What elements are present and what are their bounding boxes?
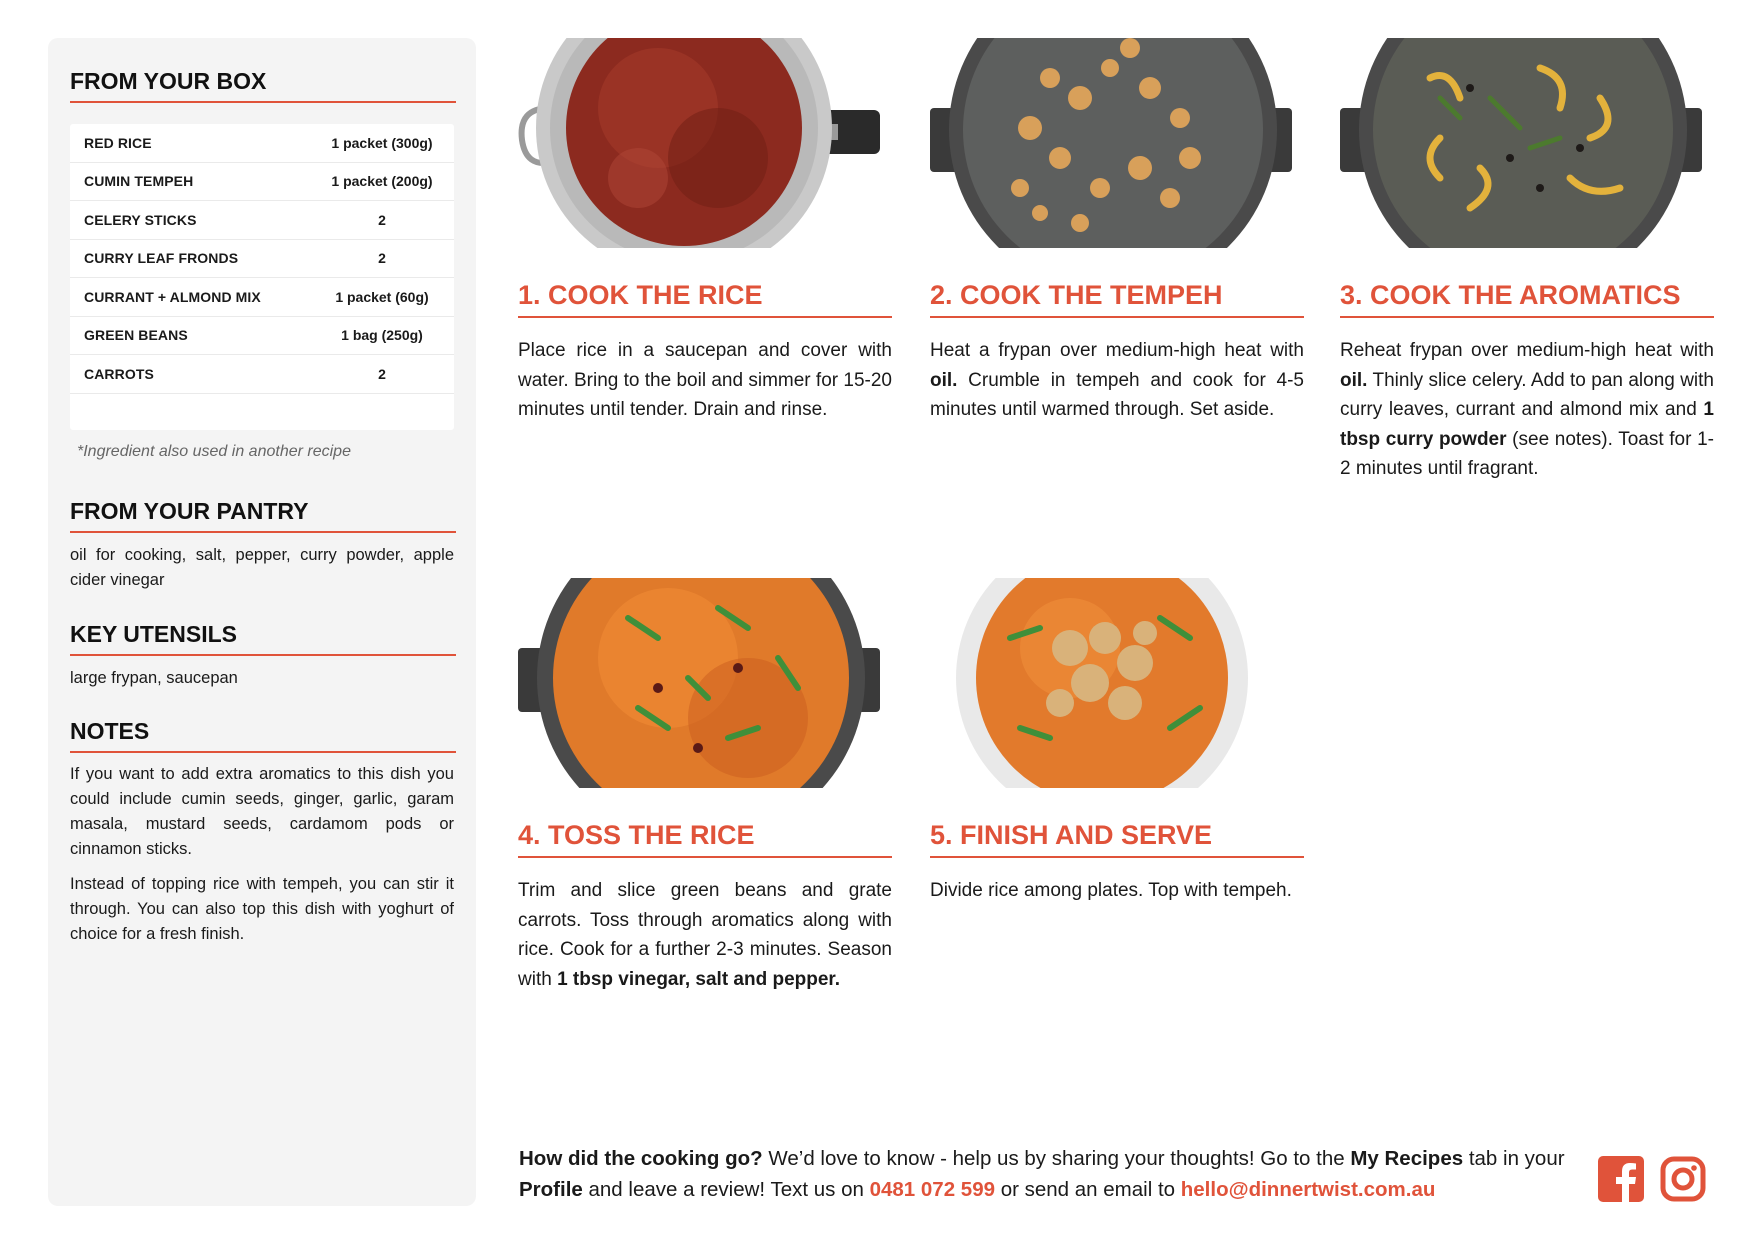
step-5-text: Divide rice among plates. Top with tempeh. bbox=[930, 880, 1292, 901]
step-2-text-bold: oil. bbox=[930, 369, 958, 391]
step-3-text-bold: oil. bbox=[1340, 369, 1368, 391]
step-3-title: 3. COOK THE AROMATICS bbox=[1340, 280, 1714, 318]
notes-paragraph-1: If you want to add extra aromatics to this dish you could include cumin seeds, ginger, garlic, garam masala, mustard seeds, cardamom pods or cinnamon sticks. bbox=[70, 765, 454, 858]
pantry-text: oil for cooking, salt, pepper, curry powder, apple cider vinegar bbox=[70, 546, 454, 589]
ingredient-name: CUMIN TEMPEH bbox=[84, 173, 194, 190]
ingredients-panel bbox=[48, 38, 476, 1206]
feedback-text: We’d love to know - help us by sharing your thoughts! Go to the bbox=[762, 1147, 1351, 1170]
step-3-text bbox=[1340, 336, 1714, 484]
feedback-text: and leave a review! Text us on bbox=[582, 1178, 870, 1201]
step-5-title: 5. FINISH AND SERVE bbox=[930, 820, 1304, 858]
email-link[interactable]: hello@dinnertwist.com.au bbox=[1180, 1178, 1436, 1201]
ingredient-row bbox=[70, 124, 454, 163]
step-3 bbox=[1340, 38, 1714, 538]
step-4-text-part: Trim and slice green beans and grate carrots. Toss through aromatics along with rice. Cook for a further 2-3 minutes. Season with bbox=[518, 880, 892, 990]
frypan-aromatics-image bbox=[1340, 38, 1702, 248]
step-4-text bbox=[518, 876, 892, 994]
feedback-text: tab in your bbox=[1463, 1147, 1565, 1170]
utensils-text: large frypan, saucepan bbox=[70, 669, 238, 687]
step-3-text-part: Reheat frypan over medium-high heat with bbox=[1340, 340, 1714, 361]
saucepan-red-rice-image bbox=[518, 38, 880, 248]
step-3-photo bbox=[1340, 38, 1702, 248]
step-2-photo bbox=[930, 38, 1292, 248]
feedback-question: How did the cooking go? bbox=[519, 1147, 763, 1170]
step-2-title: 2. COOK THE TEMPEH bbox=[930, 280, 1304, 318]
from-your-box-heading: FROM YOUR BOX bbox=[70, 68, 456, 103]
step-2-text bbox=[930, 336, 1304, 425]
utensils-heading: KEY UTENSILS bbox=[70, 621, 456, 656]
ingredient-row bbox=[70, 278, 454, 317]
ingredient-name: CURRY LEAF FRONDS bbox=[84, 250, 239, 267]
ingredient-row bbox=[70, 317, 454, 356]
ingredient-name: GREEN BEANS bbox=[84, 327, 188, 344]
ingredient-row bbox=[70, 240, 454, 279]
step-2-text-part: Crumble in tempeh and cook for 4-5 minutes until warmed through. Set aside. bbox=[930, 369, 1304, 420]
feedback-footer bbox=[519, 1143, 1599, 1205]
step-2 bbox=[930, 38, 1304, 538]
instagram-icon[interactable] bbox=[1660, 1156, 1706, 1202]
ingredient-qty: 2 bbox=[378, 211, 386, 228]
ingredient-qty: 1 packet (60g) bbox=[335, 288, 429, 305]
ingredient-row bbox=[70, 201, 454, 240]
step-2-text-part: Heat a frypan over medium-high heat with bbox=[930, 340, 1304, 361]
frypan-rice-toss-image bbox=[518, 578, 880, 788]
step-5-photo bbox=[930, 578, 1292, 788]
frypan-tempeh-image bbox=[930, 38, 1292, 248]
ingredient-name: CURRANT + ALMOND MIX bbox=[84, 288, 261, 305]
ingredient-row bbox=[70, 355, 454, 394]
notes-heading: NOTES bbox=[70, 718, 456, 753]
ingredient-qty: 2 bbox=[378, 365, 386, 382]
step-4-photo bbox=[518, 578, 880, 788]
notes-paragraph-2: Instead of topping rice with tempeh, you can stir it through. You can also top this dish with yoghurt of choice for a fresh finish. bbox=[70, 875, 454, 943]
phone-link[interactable]: 0481 072 599 bbox=[869, 1178, 995, 1201]
step-4-text-bold: 1 tbsp vinegar, salt and pepper. bbox=[557, 968, 841, 990]
step-3-text-part: (see notes). Toast for 1-2 minutes until fragrant. bbox=[1340, 428, 1715, 479]
ingredient-qty: 2 bbox=[378, 250, 386, 267]
step-3-text-bold: 1 tbsp curry powder bbox=[1340, 399, 1714, 450]
ingredient-footnote: *Ingredient also used in another recipe bbox=[77, 443, 351, 460]
facebook-icon[interactable] bbox=[1598, 1156, 1644, 1202]
ingredient-qty: 1 packet (300g) bbox=[331, 134, 433, 151]
my-recipes-label: My Recipes bbox=[1350, 1147, 1464, 1170]
step-1 bbox=[518, 38, 892, 538]
ingredient-qty: 1 bag (250g) bbox=[341, 327, 423, 344]
step-1-photo bbox=[518, 38, 880, 248]
step-4-title: 4. TOSS THE RICE bbox=[518, 820, 892, 858]
step-1-title: 1. COOK THE RICE bbox=[518, 280, 892, 318]
ingredients-table bbox=[70, 124, 454, 430]
ingredient-name: CARROTS bbox=[84, 365, 154, 382]
step-3-text-part: Thinly slice celery. Add to pan along with curry leaves, currant and almond mix and bbox=[1340, 369, 1714, 420]
feedback-text: or send an email to bbox=[995, 1178, 1181, 1201]
profile-label: Profile bbox=[519, 1178, 583, 1201]
ingredient-name: RED RICE bbox=[84, 134, 152, 151]
step-1-text: Place rice in a saucepan and cover with water. Bring to the boil and simmer for 15-20 minutes until tender. Drain and rinse. bbox=[518, 340, 892, 420]
step-5 bbox=[930, 578, 1304, 1078]
ingredient-row bbox=[70, 163, 454, 202]
step-4 bbox=[518, 578, 892, 1078]
ingredient-qty: 1 packet (200g) bbox=[331, 173, 433, 190]
plated-dish-image bbox=[930, 578, 1292, 788]
ingredient-name: CELERY STICKS bbox=[84, 211, 197, 228]
pantry-heading: FROM YOUR PANTRY bbox=[70, 498, 456, 533]
